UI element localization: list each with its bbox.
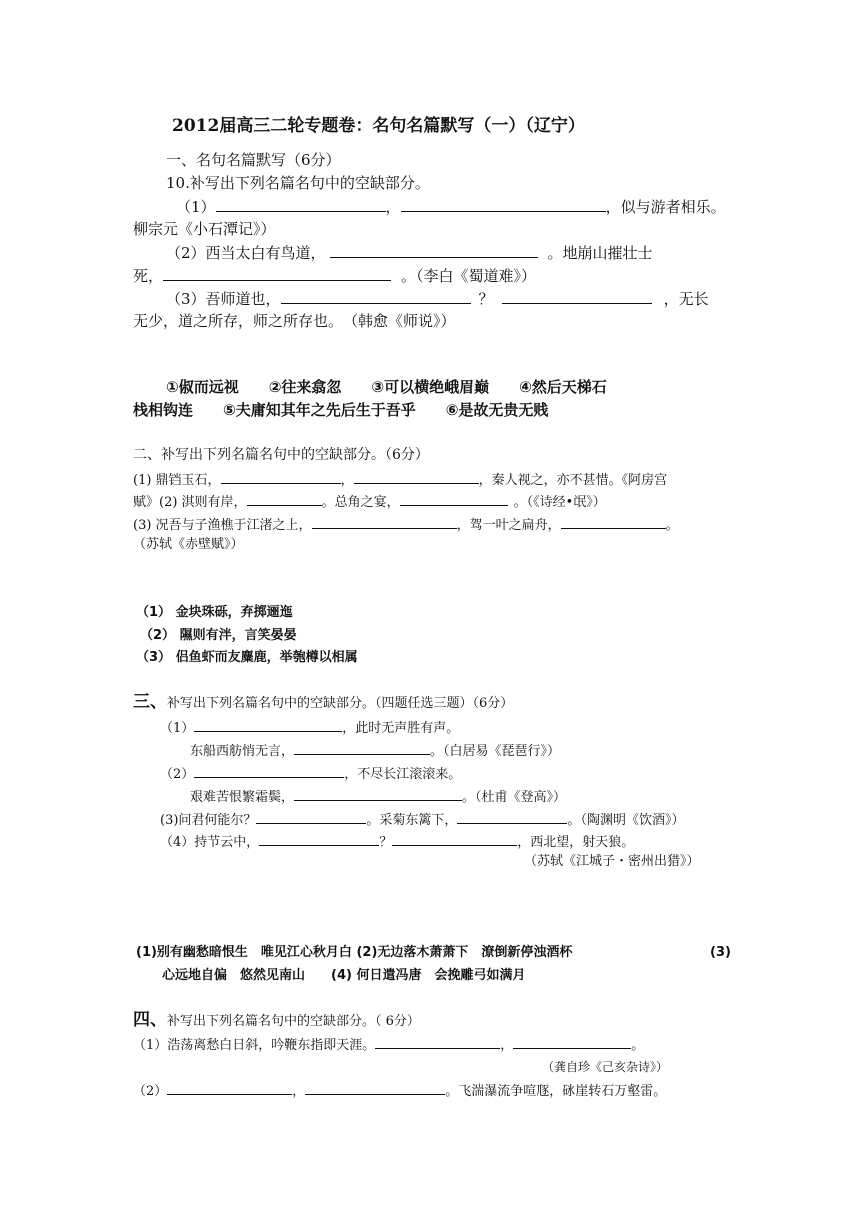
blank[interactable]	[167, 1079, 292, 1095]
blank[interactable]	[375, 1033, 500, 1049]
blank[interactable]	[401, 196, 606, 212]
s1-answer-1: ①俶而远视 ②往来翕忽 ③可以横绝峨眉巅 ④然后天梯石	[166, 378, 607, 396]
section-1-question: 10.补写出下列名篇名句中的空缺部分。	[166, 174, 430, 192]
section-1-heading: 一、名句名篇默写（6分）	[166, 151, 341, 169]
s3-line-5: (3)问君何能尔？ 。采菊东篱下， 。（陶渊明《饮酒》）	[160, 808, 684, 831]
blank[interactable]	[163, 265, 391, 281]
blank[interactable]	[354, 468, 479, 484]
s2-answer-1: （1） 金块珠砾，弃掷逦迤	[136, 605, 293, 620]
blank[interactable]	[216, 196, 386, 212]
blank[interactable]	[561, 513, 666, 529]
s3-line-4: 艰难苦恨繁霜鬓， 。（杜甫《登高》）	[190, 785, 566, 808]
s2-line-1: (1) 鼎铛玉石， ， ，秦人视之，亦不甚惜。《阿房宫	[133, 468, 667, 491]
section-3-heading: 三、补写出下列名篇名句中的空缺部分。（四题任选三题）（6分）	[133, 692, 514, 712]
s1-line-2: （2）西当太白有鸟道， 。地崩山摧壮士	[166, 244, 653, 262]
blank[interactable]	[294, 785, 462, 801]
s1-line-3: （3）吾师道也， ？ ，无长	[166, 290, 709, 308]
blank[interactable]	[513, 1033, 631, 1049]
blank[interactable]	[457, 808, 567, 824]
blank[interactable]	[305, 1079, 445, 1095]
blank[interactable]	[194, 716, 342, 732]
blank[interactable]	[194, 762, 344, 778]
blank[interactable]	[392, 830, 517, 846]
s3-answer-1-tail: (3)	[710, 945, 731, 960]
blank[interactable]	[259, 830, 379, 846]
s3-line-3: （2） ，不尽长江滚滚来。	[160, 762, 461, 785]
s2-line-2: 赋》(2) 淇则有岸， 。总角之宴， 。（《诗经•氓》）	[133, 490, 606, 513]
s4-line-2: （龚自珍《己亥杂诗》）	[542, 1060, 669, 1074]
s2-answer-2: （2） 隰则有泮，言笑晏晏	[140, 628, 297, 643]
s1-line-1: （1） ， ，似与游者相乐。	[176, 198, 726, 216]
blank[interactable]	[330, 242, 538, 258]
blank[interactable]	[502, 288, 652, 304]
blank[interactable]	[281, 288, 471, 304]
s2-answer-3: （3） 侣鱼虾而友麋鹿，举匏樽以相属	[136, 650, 358, 665]
page-title: 2012届高三二轮专题卷：名句名篇默写（一）（辽宁）	[172, 116, 585, 136]
s2-line-3: (3) 况吾与子渔樵于江渚之上， ，驾一叶之扁舟， 。	[133, 513, 679, 536]
s3-line-6: （4）持节云中， ？ ，西北望，射天狼。	[160, 830, 634, 853]
s1-line-1-source: 柳宗元《小石潭记》）	[133, 220, 276, 238]
section-4-heading: 四、补写出下列名篇名句中的空缺部分。（ 6分）	[133, 1010, 420, 1030]
blank[interactable]	[247, 490, 322, 506]
blank[interactable]	[294, 739, 430, 755]
s3-answer-2: 心远地自偏 悠然见南山 (4) 何日遣冯唐 会挽雕弓如满月	[162, 968, 526, 983]
s4-line-1: （1）浩荡离愁白日斜，吟鞭东指即天涯。 ， 。	[133, 1033, 644, 1056]
blank[interactable]	[400, 490, 508, 506]
s3-line-1: （1） ，此时无声胜有声。	[160, 716, 459, 739]
s4-line-3: （2） ， 。飞湍瀑流争喧豗，砯崖转石万壑雷。	[133, 1079, 666, 1102]
s1-line-3b: 无少，道之所存，师之所存也。 （韩愈《师说》）	[133, 312, 456, 330]
s2-line-4: （苏轼《赤壁赋》）	[133, 537, 244, 552]
s3-line-7: （苏轼《江城子・密州出猎》）	[524, 854, 700, 869]
s1-line-2b: 死， 。（李白《蜀道难》）	[133, 267, 537, 285]
blank[interactable]	[312, 513, 457, 529]
s3-answer-1: (1)别有幽愁暗恨生 唯见江心秋月白 (2)无边落木萧萧下 潦倒新停浊酒杯	[136, 945, 573, 960]
s1-answer-2: 栈相钩连 ⑤夫庸知其年之先后生于吾乎 ⑥是故无贵无贱	[133, 401, 549, 419]
section-2-heading: 二、补写出下列名篇名句中的空缺部分。（6分）	[133, 447, 429, 463]
s3-line-2: 东船西舫悄无言， 。（白居易《琵琶行》）	[190, 739, 560, 762]
blank[interactable]	[256, 808, 366, 824]
blank[interactable]	[221, 468, 341, 484]
